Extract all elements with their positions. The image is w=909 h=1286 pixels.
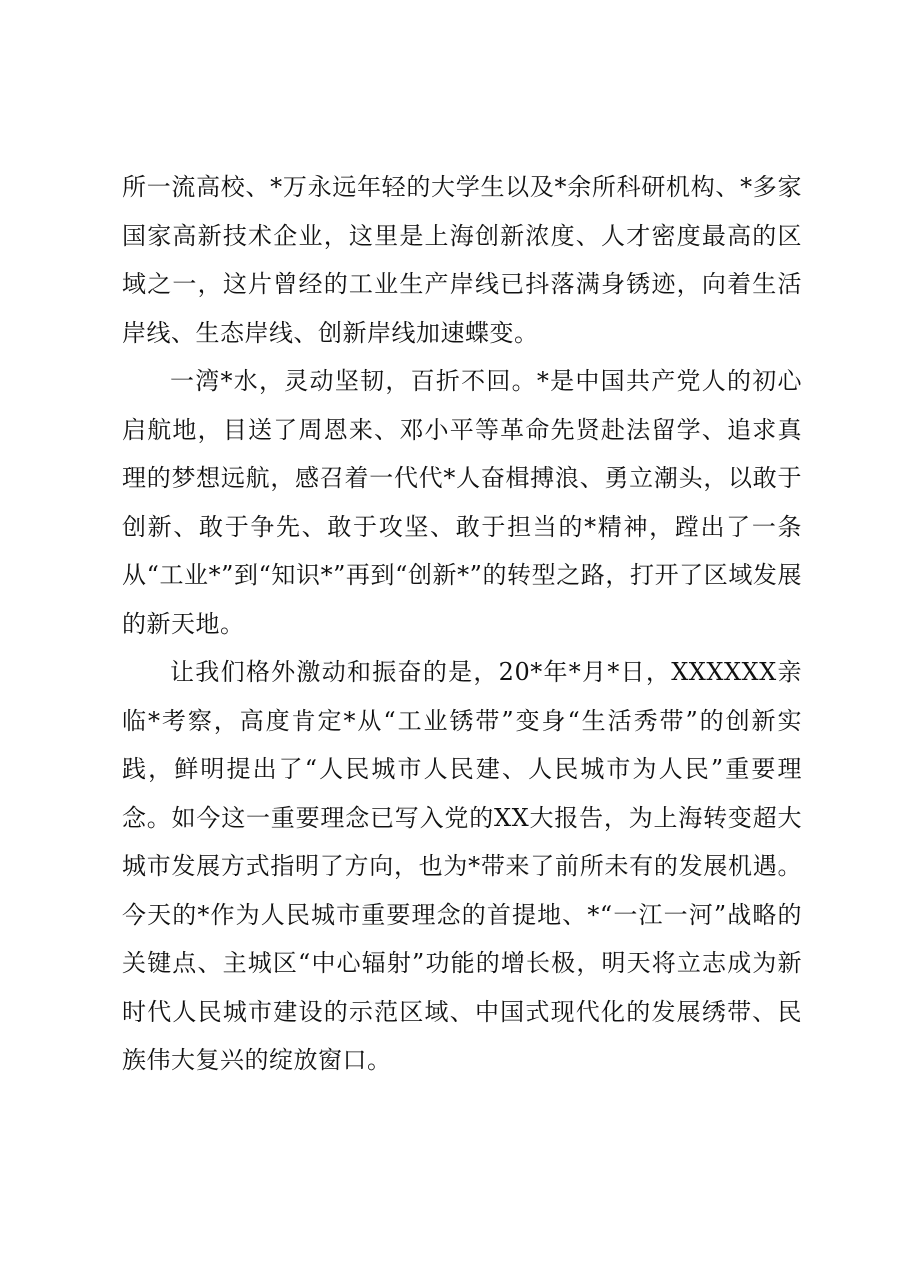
paragraph-1: 所一流高校、*万永远年轻的大学生以及*余所科研机构、*多家国家高新技术企业，这里是上海创新浓度、人才密度最高的区域之一，这片曾经的工业生产岸线已抖落满身锈迹，向着生活岸线、生态岸线、创新岸线加速蝶变。: [122, 173, 802, 347]
paragraph-2: 一湾*水，灵动坚韧，百折不回。*是中国共产党人的初心启航地，目送了周恩来、邓小平等革命先贤赴法留学、追求真理的梦想远航，感召着一代代*人奋楫搏浪、勇立潮头，以敢于创新、敢于争先、敢于攻坚、敢于担当的*精神，蹚出了一条从“工业*”到“知识*”再到“创新*”的转型之路，打开了区域发展的新天地。: [122, 367, 802, 638]
paragraph-3: 让我们格外激动和振奋的是，20*年*月*日，XXXXXX亲临*考察，高度肯定*从“工业锈带”变身“生活秀带”的创新实践，鲜明提出了“人民城市人民建、人民城市为人民”重要理念。如今这一重要理念已写入党的XX大报告，为上海转变超大城市发展方式指明了方向，也为*带来了前所未有的发展机遇。今天的*作为人民城市重要理念的首提地、*“一江一河”战略的关键点、主城区“中心辐射”功能的增长极，明天将立志成为新时代人民城市建设的示范区域、中国式现代化的发展绣带、民族伟大复兴的绽放窗口。: [122, 658, 802, 1074]
document-body: [122, 163, 802, 1085]
